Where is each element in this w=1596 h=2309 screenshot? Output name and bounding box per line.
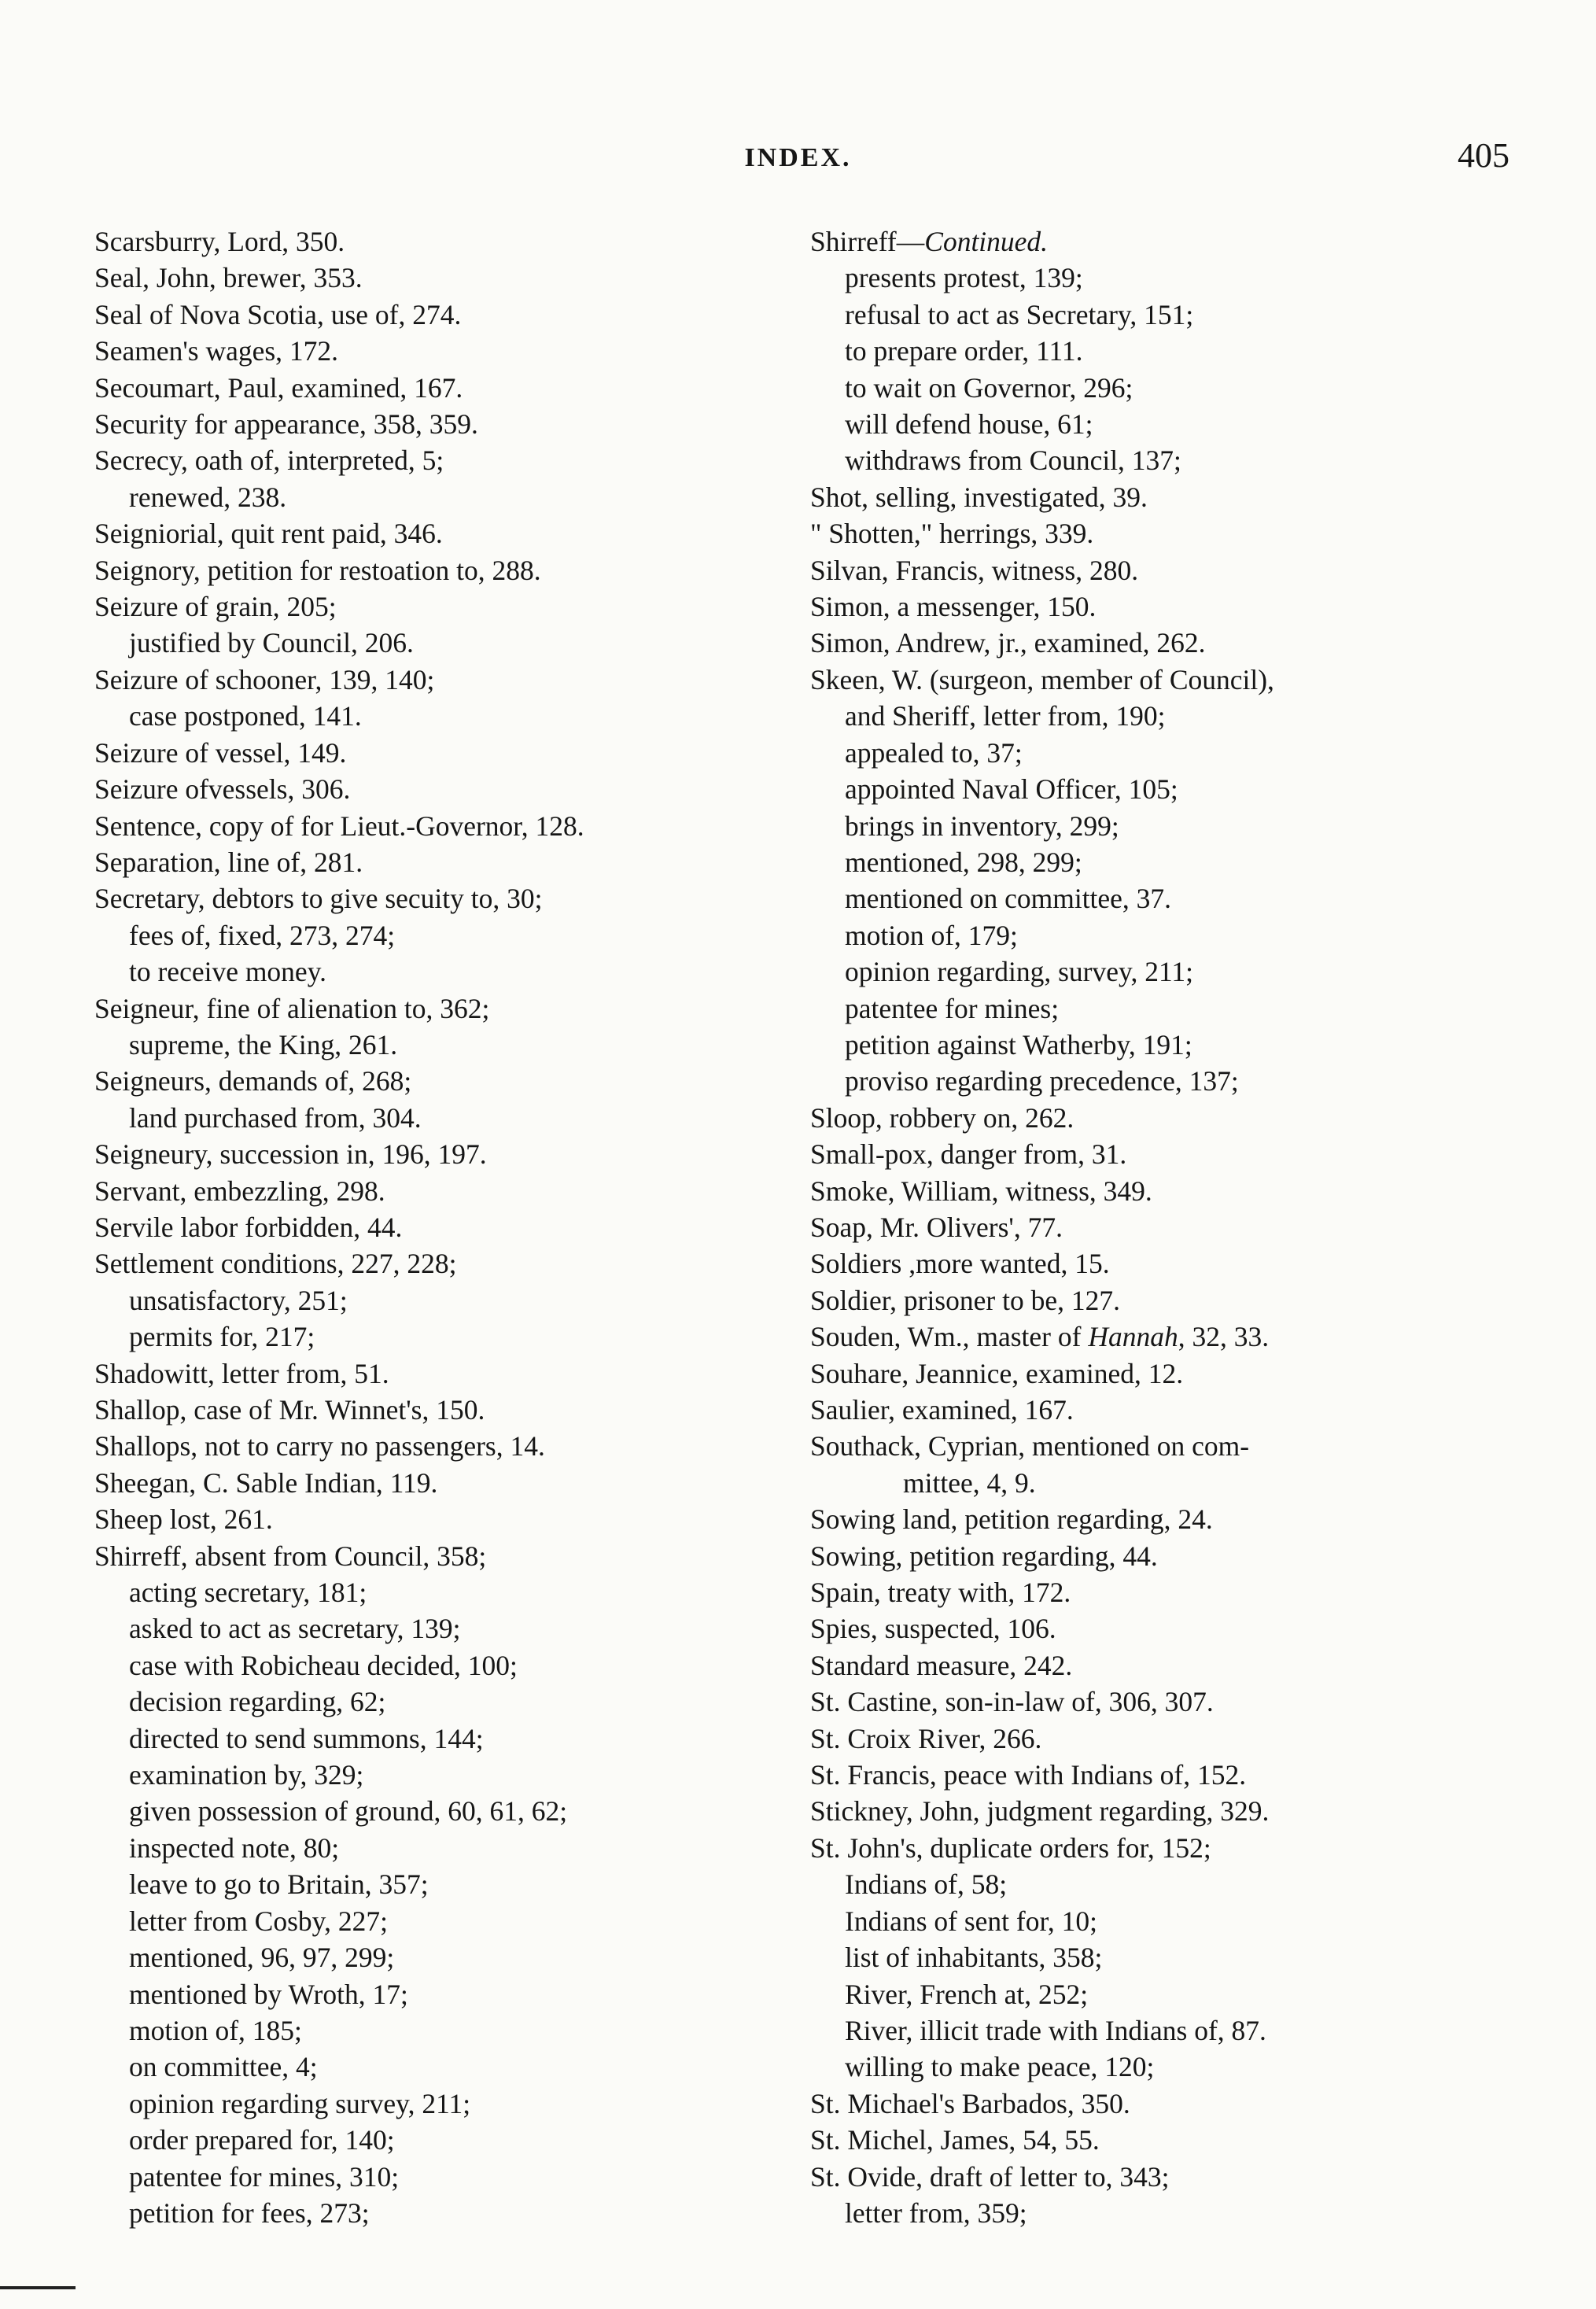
index-subentry xyxy=(810,1976,1518,2012)
index-entry xyxy=(94,844,802,880)
entry-text: opinion regarding, survey, 211; xyxy=(845,956,1194,988)
entry-text: Secoumart, Paul, examined, 167. xyxy=(94,371,463,404)
entry-text: Souhare, Jeannice, examined, 12. xyxy=(810,1357,1184,1389)
index-subentry xyxy=(810,2049,1518,2085)
entry-text: Shirreff— xyxy=(810,226,925,257)
index-subentry xyxy=(810,297,1518,333)
index-entry xyxy=(94,1063,802,1099)
page-number: 405 xyxy=(1458,136,1509,175)
entry-text: Indians of sent for, 10; xyxy=(845,1905,1097,1937)
index-subentry xyxy=(94,2049,802,2085)
entry-text: Indians of, 58; xyxy=(845,1868,1008,1901)
index-subentry xyxy=(810,406,1518,442)
index-subentry xyxy=(94,1866,802,1902)
index-subentry xyxy=(94,2086,802,2122)
entry-text: Spies, suspected, 106. xyxy=(810,1613,1056,1645)
entry-text: Seizure of grain, 205; xyxy=(94,591,337,623)
entry-text: " Shotten," herrings, 339. xyxy=(810,518,1094,550)
entry-text: Spain, treaty with, 172. xyxy=(810,1577,1071,1609)
index-subentry xyxy=(810,370,1518,406)
entry-text: Simon, a messenger, 150. xyxy=(810,591,1097,623)
entry-text: motion of, 185; xyxy=(129,2014,302,2046)
index-entry xyxy=(810,2159,1518,2195)
index-subentry xyxy=(94,1100,802,1136)
index-entry xyxy=(810,1136,1518,1172)
index-entry xyxy=(94,223,802,260)
index-subentry xyxy=(94,2159,802,2195)
entry-text: asked to act as secretary, 139; xyxy=(129,1613,461,1645)
index-entry xyxy=(810,2086,1518,2122)
index-entry xyxy=(94,333,802,369)
index-subentry xyxy=(810,1027,1518,1063)
index-subentry xyxy=(94,1793,802,1829)
entry-text: petition for fees, 273; xyxy=(129,2197,370,2229)
entry-text: Sentence, copy of for Lieut.-Governor, 128. xyxy=(94,810,584,842)
index-subentry xyxy=(810,1866,1518,1902)
entry-text: Sheep lost, 261. xyxy=(94,1503,273,1536)
index-entry xyxy=(94,1428,802,1464)
index-subentry xyxy=(810,2195,1518,2231)
index-subentry xyxy=(94,1282,802,1319)
entry-text: appealed to, 37; xyxy=(845,736,1023,769)
index-entry xyxy=(94,880,802,917)
entry-text: permits for, 217; xyxy=(129,1321,315,1353)
entry-text: supreme, the King, 261. xyxy=(129,1028,398,1060)
index-entry xyxy=(810,552,1518,588)
entry-text: Stickney, John, judgment regarding, 329. xyxy=(810,1795,1270,1828)
entry-text: Seigneur, fine of alienation to, 362; xyxy=(94,992,490,1024)
index-subentry xyxy=(810,735,1518,771)
index-entry xyxy=(810,1830,1518,1866)
index-subentry xyxy=(810,442,1518,478)
entry-text: brings in inventory, 299; xyxy=(845,810,1119,842)
index-entry xyxy=(810,625,1518,661)
entry-text: Sloop, robbery on, 262. xyxy=(810,1101,1074,1134)
entry-text: St. John's, duplicate orders for, 152; xyxy=(810,1831,1211,1864)
entry-text: Settlement conditions, 227, 228; xyxy=(94,1248,457,1280)
index-entry xyxy=(810,515,1518,551)
entry-text: refusal to act as Secretary, 151; xyxy=(845,298,1194,330)
entry-text: inspected note, 80; xyxy=(129,1831,340,1864)
index-entry xyxy=(94,808,802,844)
index-entry xyxy=(94,1173,802,1209)
entry-text: Southack, Cyprian, mentioned on com- xyxy=(810,1430,1250,1462)
index-entry xyxy=(810,1647,1518,1684)
entry-text: St. Francis, peace with Indians of, 152. xyxy=(810,1759,1247,1791)
index-entry xyxy=(810,1209,1518,1245)
entry-text: Shadowitt, letter from, 51. xyxy=(94,1357,389,1389)
entry-text: patentee for mines; xyxy=(845,992,1060,1024)
index-entry xyxy=(94,1465,802,1501)
index-subentry xyxy=(810,844,1518,880)
entry-text: and Sheriff, letter from, 190; xyxy=(845,700,1166,732)
entry-text: given possession of ground, 60, 61, 62; xyxy=(129,1795,568,1828)
entry-text: directed to send summons, 144; xyxy=(129,1722,484,1754)
index-subentry xyxy=(94,1574,802,1610)
index-entry xyxy=(810,588,1518,625)
entry-text: appointed Naval Officer, 105; xyxy=(845,773,1178,806)
entry-text: Standard measure, 242. xyxy=(810,1649,1073,1681)
index-subentry xyxy=(94,2122,802,2158)
index-entry xyxy=(94,1245,802,1282)
index-entry xyxy=(810,1282,1518,1319)
index-entry xyxy=(810,2122,1518,2158)
index-entry xyxy=(810,662,1518,698)
entry-text: Souden, Wm., master of xyxy=(810,1321,1089,1353)
entry-text: Secretary, debtors to give secuity to, 30; xyxy=(94,883,543,915)
entry-text-after: , 32, 33. xyxy=(1178,1321,1270,1353)
index-subentry xyxy=(810,1903,1518,1939)
entry-text: Scarsburry, Lord, 350. xyxy=(94,226,345,257)
index-entry xyxy=(810,1392,1518,1428)
index-entry xyxy=(810,1173,1518,1209)
index-subentry xyxy=(810,808,1518,844)
entry-text: on committee, 4; xyxy=(129,2051,318,2083)
index-entry xyxy=(94,515,802,551)
index-entry xyxy=(810,1793,1518,1829)
index-subentry xyxy=(94,1319,802,1355)
index-subentry xyxy=(810,260,1518,296)
index-entry xyxy=(94,1501,802,1537)
index-subentry xyxy=(810,1939,1518,1975)
entry-text: mentioned, 298, 299; xyxy=(845,846,1082,878)
entry-text: decision regarding, 62; xyxy=(129,1686,386,1718)
index-entry xyxy=(94,1356,802,1392)
entry-text: will defend house, 61; xyxy=(845,408,1093,441)
entry-text: Silvan, Francis, witness, 280. xyxy=(810,554,1139,586)
entry-text: St. Castine, son-in-law of, 306, 307. xyxy=(810,1686,1214,1718)
entry-text: to receive money. xyxy=(129,956,327,988)
entry-text: opinion regarding survey, 211; xyxy=(129,2087,471,2119)
index-subentry xyxy=(94,698,802,734)
entry-text: Seal, John, brewer, 353. xyxy=(94,262,363,294)
index-subentry xyxy=(94,1976,802,2012)
index-entry xyxy=(810,479,1518,515)
footer-rule xyxy=(0,2286,76,2289)
index-subentry xyxy=(810,880,1518,917)
index-entry xyxy=(810,1428,1518,1464)
index-subentry xyxy=(94,1757,802,1793)
index-subentry xyxy=(810,698,1518,734)
entry-text: order prepared for, 140; xyxy=(129,2124,395,2156)
entry-text: mentioned by Wroth, 17; xyxy=(129,1978,408,2010)
index-subentry xyxy=(94,1610,802,1647)
index-subentry xyxy=(94,1647,802,1684)
index-subentry xyxy=(810,1465,1518,1501)
entry-text: case with Robicheau decided, 100; xyxy=(129,1649,518,1681)
entry-text: Seizure of schooner, 139, 140; xyxy=(94,663,435,695)
entry-text: acting secretary, 181; xyxy=(129,1577,367,1609)
index-subentry xyxy=(810,1063,1518,1099)
entry-text: case postponed, 141. xyxy=(129,700,362,732)
index-subentry xyxy=(94,1830,802,1866)
index-entry xyxy=(94,370,802,406)
index-subentry xyxy=(810,917,1518,953)
index-entry xyxy=(810,1319,1518,1355)
entry-text: Servile labor forbidden, 44. xyxy=(94,1211,403,1243)
entry-text: Shot, selling, investigated, 39. xyxy=(810,481,1148,513)
index-subentry xyxy=(94,1903,802,1939)
entry-text: St. Ovide, draft of letter to, 343; xyxy=(810,2160,1170,2193)
entry-text: Seamen's wages, 172. xyxy=(94,335,339,367)
index-entry xyxy=(94,442,802,478)
entry-text: patentee for mines, 310; xyxy=(129,2160,400,2193)
entry-text: Seigneurs, demands of, 268; xyxy=(94,1065,412,1097)
entry-text: Separation, line of, 281. xyxy=(94,846,363,878)
entry-text: to wait on Governor, 296; xyxy=(845,371,1133,404)
entry-text: Sowing, petition regarding, 44. xyxy=(810,1540,1158,1572)
index-entry xyxy=(94,260,802,296)
entry-text: Shallops, not to carry no passengers, 14. xyxy=(94,1430,545,1462)
index-entry xyxy=(810,1610,1518,1647)
entry-text: Simon, Andrew, jr., examined, 262. xyxy=(810,627,1206,659)
entry-text: Shirreff, absent from Council, 358; xyxy=(94,1540,487,1572)
entry-text: presents protest, 139; xyxy=(845,262,1083,294)
entry-text: mittee, 4, 9. xyxy=(903,1466,1036,1499)
index-entry xyxy=(810,1684,1518,1720)
index-entry xyxy=(810,1245,1518,1282)
entry-text: Skeen, W. (surgeon, member of Council), xyxy=(810,663,1274,695)
index-entry xyxy=(94,297,802,333)
entry-text: letter from, 359; xyxy=(845,2197,1027,2229)
entry-text: justified by Council, 206. xyxy=(129,627,414,659)
index-subentry xyxy=(810,333,1518,369)
page-title: INDEX. xyxy=(744,143,852,172)
entry-text: Sowing land, petition regarding, 24. xyxy=(810,1503,1213,1536)
index-subentry xyxy=(94,625,802,661)
index-entry xyxy=(810,223,1518,260)
index-subentry xyxy=(94,917,802,953)
entry-text: Seigniorial, quit rent paid, 346. xyxy=(94,518,443,550)
entry-text: Saulier, examined, 167. xyxy=(810,1394,1074,1426)
entry-text: Soldier, prisoner to be, 127. xyxy=(810,1284,1120,1316)
entry-italic-text: Continued. xyxy=(924,226,1049,257)
index-subentry xyxy=(94,2012,802,2049)
index-entry xyxy=(810,1721,1518,1757)
entry-text: Security for appearance, 358, 359. xyxy=(94,408,478,441)
index-column-left xyxy=(94,223,802,2231)
index-subentry xyxy=(94,1939,802,1975)
entry-text: Seal of Nova Scotia, use of, 274. xyxy=(94,298,462,330)
index-entry xyxy=(94,1538,802,1574)
entry-text: unsatisfactory, 251; xyxy=(129,1284,348,1316)
entry-text: St. Michel, James, 54, 55. xyxy=(810,2124,1100,2156)
entry-italic-text: Hannah xyxy=(1088,1321,1178,1353)
index-entry xyxy=(94,662,802,698)
index-entry xyxy=(94,990,802,1027)
entry-text: motion of, 179; xyxy=(845,919,1018,951)
entry-text: Seigneury, succession in, 196, 197. xyxy=(94,1138,487,1171)
index-entry xyxy=(94,1392,802,1428)
index-entry xyxy=(94,552,802,588)
entry-text: Sheegan, C. Sable Indian, 119. xyxy=(94,1466,438,1499)
entry-text: land purchased from, 304. xyxy=(129,1101,422,1134)
entry-text: willing to make peace, 120; xyxy=(845,2051,1155,2083)
index-subentry xyxy=(810,2012,1518,2049)
index-entry xyxy=(810,1574,1518,1610)
index-entry xyxy=(94,406,802,442)
entry-text: Small-pox, danger from, 31. xyxy=(810,1138,1127,1171)
entry-text: petition against Watherby, 191; xyxy=(845,1028,1192,1060)
index-entry xyxy=(94,771,802,807)
entry-text: fees of, fixed, 273, 274; xyxy=(129,919,396,951)
entry-text: list of inhabitants, 358; xyxy=(845,1942,1103,1974)
entry-text: Soldiers ,more wanted, 15. xyxy=(810,1248,1110,1280)
index-subentry xyxy=(94,1721,802,1757)
entry-text: examination by, 329; xyxy=(129,1759,364,1791)
index-subentry xyxy=(810,990,1518,1027)
index-subentry xyxy=(810,953,1518,990)
index-column-right xyxy=(810,223,1518,2231)
entry-text: letter from Cosby, 227; xyxy=(129,1905,388,1937)
index-entry xyxy=(810,1538,1518,1574)
index-entry xyxy=(94,588,802,625)
index-entry xyxy=(94,735,802,771)
index-entry xyxy=(810,1356,1518,1392)
index-entry xyxy=(810,1100,1518,1136)
entry-text: mentioned on committee, 37. xyxy=(845,883,1172,915)
entry-text: St. Michael's Barbados, 350. xyxy=(810,2087,1130,2119)
entry-text: Smoke, William, witness, 349. xyxy=(810,1175,1152,1207)
index-subentry xyxy=(94,2195,802,2231)
entry-text: withdraws from Council, 137; xyxy=(845,444,1181,477)
entry-text: River, French at, 252; xyxy=(845,1978,1089,2010)
index-entry xyxy=(810,1501,1518,1537)
entry-text: mentioned, 96, 97, 299; xyxy=(129,1942,395,1974)
entry-text: Seizure of vessel, 149. xyxy=(94,736,347,769)
index-subentry xyxy=(94,953,802,990)
index-subentry xyxy=(810,771,1518,807)
entry-text: leave to go to Britain, 357; xyxy=(129,1868,429,1901)
index-subentry xyxy=(94,479,802,515)
index-entry xyxy=(94,1136,802,1172)
index-subentry xyxy=(94,1027,802,1063)
entry-text: Shallop, case of Mr. Winnet's, 150. xyxy=(94,1394,485,1426)
entry-text: to prepare order, 111. xyxy=(845,335,1083,367)
index-entry xyxy=(810,1757,1518,1793)
entry-text: Seignory, petition for restoation to, 288. xyxy=(94,554,541,586)
entry-text: Servant, embezzling, 298. xyxy=(94,1175,385,1207)
entry-text: St. Croix River, 266. xyxy=(810,1722,1042,1754)
entry-text: Seizure ofvessels, 306. xyxy=(94,773,351,806)
index-entry xyxy=(94,1209,802,1245)
entry-text: Soap, Mr. Olivers', 77. xyxy=(810,1211,1063,1243)
entry-text: Secrecy, oath of, interpreted, 5; xyxy=(94,444,444,477)
index-subentry xyxy=(94,1684,802,1720)
entry-text: proviso regarding precedence, 137; xyxy=(845,1065,1239,1097)
entry-text: renewed, 238. xyxy=(129,481,287,513)
entry-text: River, illicit trade with Indians of, 87. xyxy=(845,2014,1266,2046)
